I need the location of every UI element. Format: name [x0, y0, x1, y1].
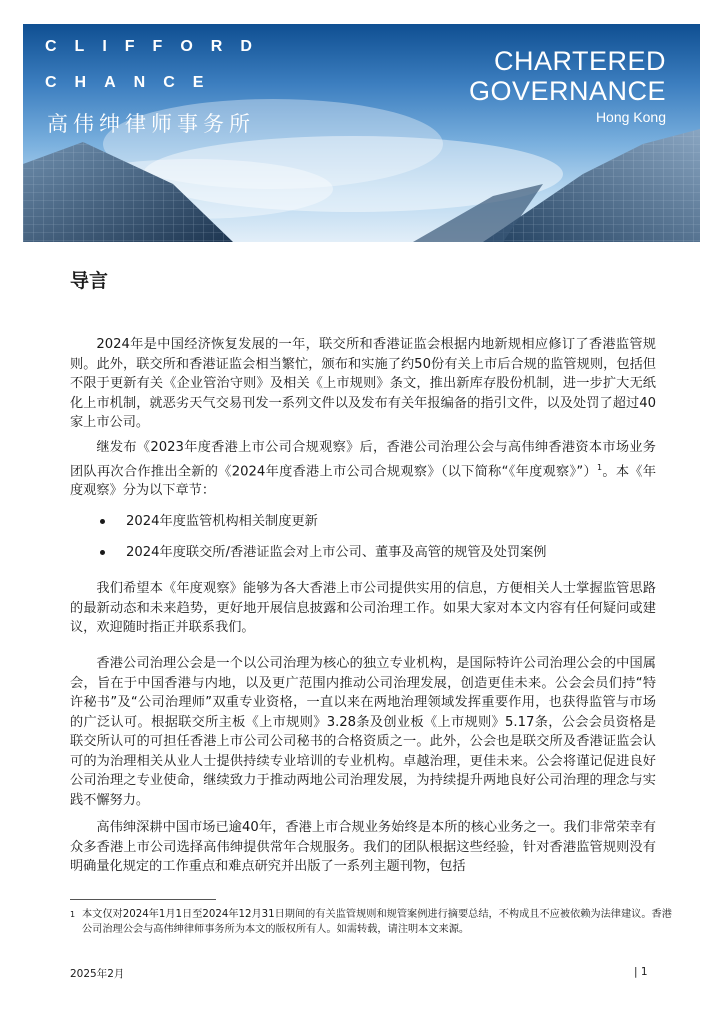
clifford-chance-logo-line2: CHANCE — [45, 74, 222, 91]
footer-date: 2025年2月 — [70, 968, 125, 980]
intro-paragraph-2-text: 继发布《2023年度香港上市公司合规观察》后，香港公司治理公会与高伟绅香港资本市场业务团队再次合作推出全新的《2024年度香港上市公司合规观察》（以下简称“《年度观察》”） — [70, 440, 656, 479]
list-item — [100, 543, 660, 562]
footnote-divider — [70, 899, 216, 900]
list-item — [100, 512, 660, 531]
chartered-governance-region: Hong Kong — [595, 109, 666, 125]
clifford-chance-logo-line1: CLIFFORD — [45, 38, 270, 55]
header-banner — [23, 24, 700, 242]
bullet-icon — [100, 519, 105, 524]
intro-paragraph-2 — [70, 438, 656, 501]
footnote-mark: 1 — [70, 910, 76, 919]
intro-paragraph-4: 香港公司治理公会是一个以公司治理为核心的独立专业机构，是国际特许公司治理公会的中国属会，旨在于中国香港与内地，以及更广范围内推动公司治理发展，创造更佳未来。公会会员们持“特许秘书”及“公司治理师”双重专业资格，一直以来在两地治理领域发挥重要作用，也获得监管与市场的广泛认可。根据联交所主板《上市规则》3.28条及创业板《上市规则》5.17条，公会会员资格是联交所认可的可担任香港上市公司公司秘书的合格资质之一。此外，公会也是联交所及香港证监会认可的为治理相关从业人士提供持续专业培训的专业机构。卓越治理，更佳未来。公会将谨记促进良好公司治理之专业使命，继续致力于推动两地公司治理发展，为持续提升两地良好公司治理的理念与实践不懈努力。 — [70, 656, 656, 808]
page-number: | 1 — [634, 966, 648, 978]
clifford-chance-chinese-name: 高伟绅律师事务所 — [47, 112, 255, 136]
intro-paragraph-2-tail: 。本《年度观察》分为以下章节： — [70, 463, 657, 499]
page-title: 导言 — [70, 270, 109, 292]
footnote-reference[interactable]: 1 — [597, 462, 603, 472]
intro-paragraph-3: 我们希望本《年度观察》能够为各大香港上市公司提供实用的信息，方便相关人士掌握监管思路的最新动态和未来趋势，更好地开展信息披露和公司治理工作。如果大家对本文内容有任何疑问或建议，欢迎随时指正并联系我们。 — [70, 581, 656, 635]
list-item-text: 2024年度联交所/香港证监会对上市公司、董事及高管的规管及处罚案例 — [126, 545, 547, 560]
footnote-text: 本文仅对2024年1月1日至2024年12月31日期间的有关监管规则和规管案例进行摘要总结，不构成且不应被依赖为法律建议。香港公司治理公会与高伟绅律师事务所为本文的版权所有人。如需转载，请注明本文来源。 — [82, 909, 672, 935]
chartered-governance-logo — [469, 46, 666, 127]
chapter-list — [100, 512, 660, 574]
intro-paragraph-5: 高伟绅深耕中国市场已逾40年，香港上市合规业务始终是本所的核心业务之一。我们非常荣幸有众多香港上市公司选择高伟绅提供常年合规服务。我们的团队根据这些经验，针对香港监管规则没有明确量化规定的工作重点和难点研究并出版了一系列主题刊物，包括 — [70, 820, 656, 874]
list-item-text: 2024年度监管机构相关制度更新 — [126, 514, 318, 529]
footnote — [70, 907, 674, 937]
chartered-governance-line2: GOVERNANCE — [468, 76, 666, 106]
chartered-governance-line1: CHARTERED — [493, 46, 666, 76]
intro-paragraph-1: 2024年是中国经济恢复发展的一年，联交所和香港证监会根据内地新规相应修订了香港监管规则。此外，联交所和香港证监会相当繁忙，颁布和实施了约50份有关上市后合规的监管规则，包括但不限于更新有关《企业管治守则》及相关《上市规则》条文，推出新库存股份机制，进一步扩大无纸化上市机制，就恶劣天气交易刊发一系列文件以及发布有关年报编备的指引文件，以及处罚了超过40家上市公司。 — [70, 337, 656, 430]
bullet-icon — [100, 550, 105, 555]
